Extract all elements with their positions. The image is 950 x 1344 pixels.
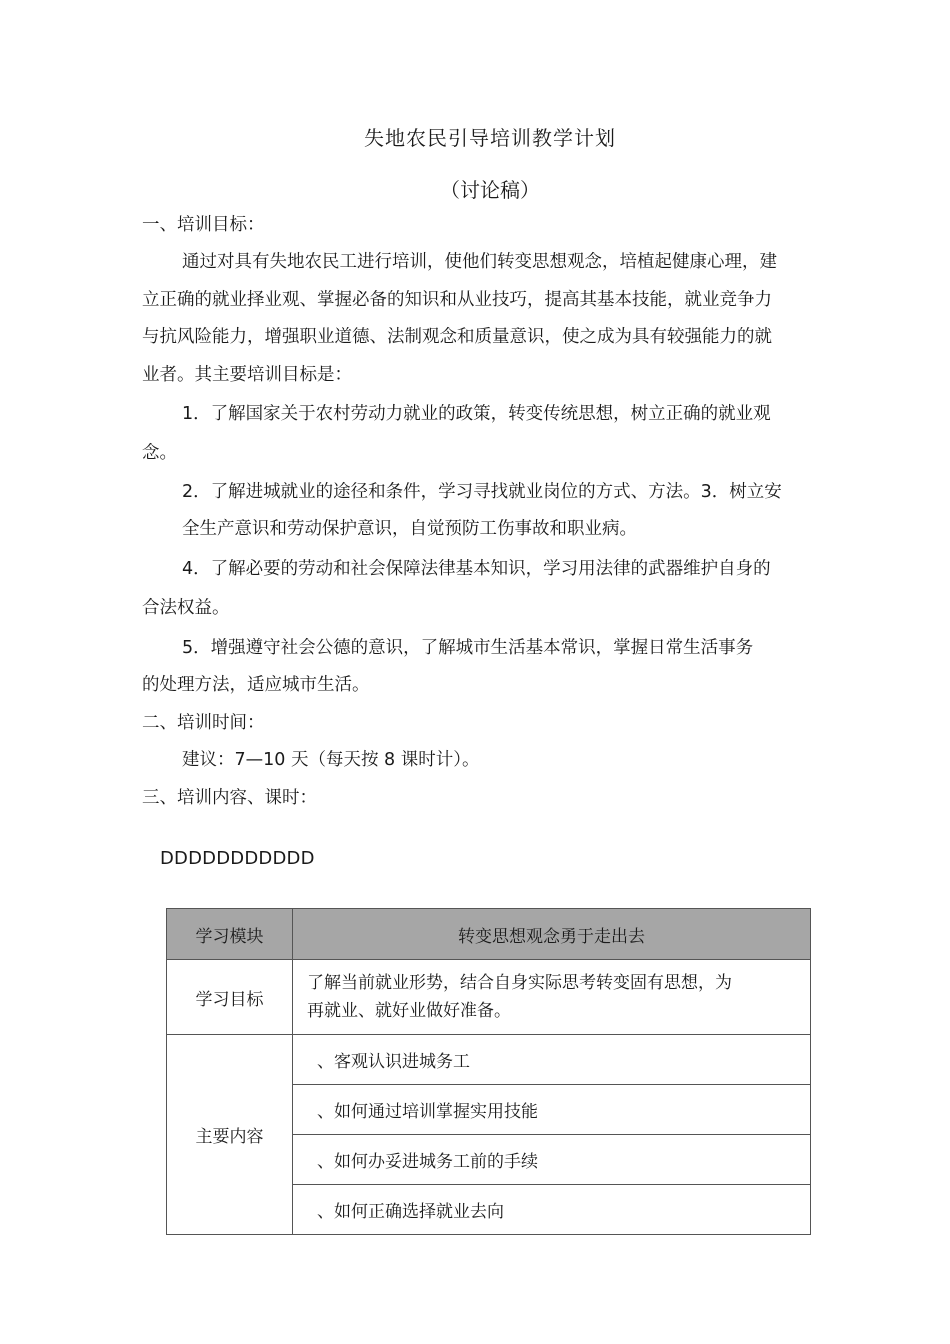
module-table bbox=[166, 908, 811, 1235]
header-module-label: 学习模块 bbox=[167, 909, 293, 960]
content-item: 、客观认识进城务工 bbox=[293, 1035, 811, 1085]
section-heading-content: 三、培训内容、课时： bbox=[142, 788, 317, 808]
placeholder-code: DDDDDDDDDDD bbox=[160, 848, 315, 869]
section-heading-goals: 一、培训目标： bbox=[142, 215, 265, 235]
table-header-row bbox=[167, 909, 811, 960]
goal-2-line: 全生产意识和劳动保护意识，自觉预防工伤事故和职业病。 bbox=[182, 519, 637, 539]
intro-line: 与抗风险能力，增强职业道德、法制观念和质量意识，使之成为具有较强能力的就 bbox=[142, 327, 772, 347]
intro-line: 立正确的就业择业观、掌握必备的知识和从业技巧，提高其基本技能，就业竞争力 bbox=[142, 290, 772, 310]
document-subtitle: （讨论稿） bbox=[440, 178, 540, 202]
goal-2-line: 2．了解进城就业的途径和条件，学习寻找就业岗位的方式、方法。3．树立安 bbox=[182, 482, 782, 502]
training-time-text: 建议：7—10 天（每天按 8 课时计）。 bbox=[182, 750, 480, 770]
table-row bbox=[167, 960, 811, 1035]
goal-4-line: 合法权益。 bbox=[142, 598, 230, 618]
goal-5-line: 5．增强遵守社会公德的意识，了解城市生活基本常识，掌握日常生活事务 bbox=[182, 638, 754, 658]
content-label-cell: 主要内容 bbox=[167, 1035, 293, 1235]
goal-text-line: 了解当前就业形势，结合自身实际思考转变固有思想，为 bbox=[307, 973, 732, 993]
goal-4-line: 4．了解必要的劳动和社会保障法律基本知识，学习用法律的武器维护自身的 bbox=[182, 559, 771, 579]
intro-line: 业者。其主要培训目标是： bbox=[142, 365, 352, 385]
goal-text-line: 再就业、就好业做好准备。 bbox=[307, 1001, 511, 1021]
intro-line: 通过对具有失地农民工进行培训，使他们转变思想观念，培植起健康心理，建 bbox=[182, 252, 777, 272]
goal-text-cell bbox=[293, 960, 811, 1035]
content-item: 、如何正确选择就业去向 bbox=[293, 1185, 811, 1235]
goal-1-line: 1．了解国家关于农村劳动力就业的政策，转变传统思想，树立正确的就业观 bbox=[182, 404, 771, 424]
goal-1-line: 念。 bbox=[142, 443, 177, 463]
table-row bbox=[167, 1035, 811, 1085]
document-title: 失地农民引导培训教学计划 bbox=[364, 126, 616, 150]
goal-5-line: 的处理方法，适应城市生活。 bbox=[142, 675, 370, 695]
goal-label-cell: 学习目标 bbox=[167, 960, 293, 1035]
header-module-title: 转变思想观念勇于走出去 bbox=[293, 909, 811, 960]
section-heading-time: 二、培训时间： bbox=[142, 713, 265, 733]
content-item: 、如何通过培训掌握实用技能 bbox=[293, 1085, 811, 1135]
content-item: 、如何办妥进城务工前的手续 bbox=[293, 1135, 811, 1185]
